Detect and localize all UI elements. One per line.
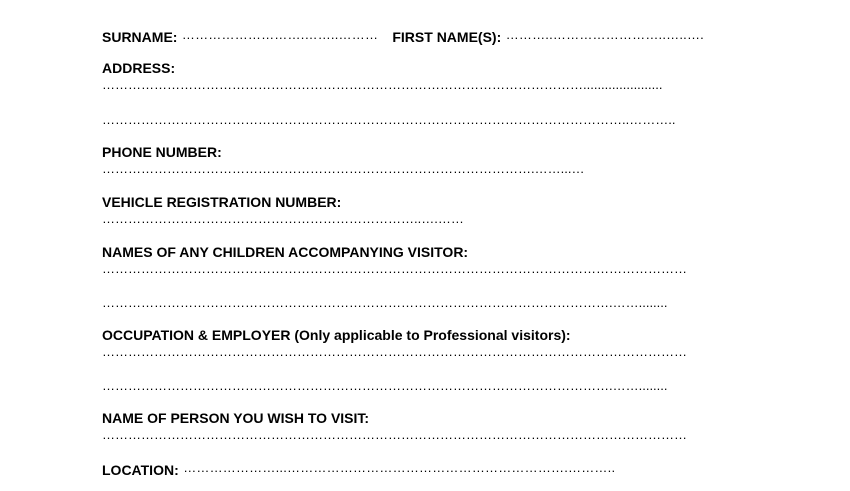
phone-field[interactable]: ……………………………………………………………………………………….……...…	[102, 161, 585, 176]
children-line-1[interactable]: ………………………………………………………………………………………………………………………	[102, 261, 687, 276]
vehicle-field[interactable]: ………………………………………………………………..….……	[102, 211, 464, 226]
surname-label: SURNAME:	[102, 29, 178, 45]
phone-label: PHONE NUMBER:	[102, 144, 222, 160]
address-label: ADDRESS:	[102, 60, 176, 76]
address-line-2[interactable]: …………………………………………………………………………………………………………..………..	[102, 112, 676, 127]
visit-field[interactable]: ………………………………………………………………………………………………………………………	[102, 427, 687, 442]
location-label: LOCATION:	[102, 462, 179, 478]
children-label: NAMES OF ANY CHILDREN ACCOMPANYING VISITOR:	[102, 244, 469, 260]
location-field[interactable]: …………………...……………………………………………………….………..	[183, 460, 616, 475]
first-names-field[interactable]: ………..……………………..…..….	[505, 27, 704, 42]
occupation-line-1[interactable]: ………………………………………………………………………………………………………………………	[102, 344, 687, 359]
visit-label: NAME OF PERSON YOU WISH TO VISIT:	[102, 410, 370, 426]
surname-row	[102, 27, 746, 47]
address-line-1[interactable]: …………………………………………………………………………………………………......................	[102, 77, 663, 92]
occupation-label: OCCUPATION & EMPLOYER (Only applicable to Professional visitors):	[102, 327, 571, 343]
vehicle-label: VEHICLE REGISTRATION NUMBER:	[102, 194, 342, 210]
children-line-2[interactable]: ……………………………………………………………………………………………………….……........	[102, 295, 668, 310]
first-names-label: FIRST NAME(S):	[392, 29, 502, 45]
surname-field[interactable]: ……………………….……..………	[181, 27, 379, 42]
occupation-line-2[interactable]: ……………………………………………………………………………………………………….……........	[102, 378, 668, 393]
location-row	[102, 460, 743, 480]
